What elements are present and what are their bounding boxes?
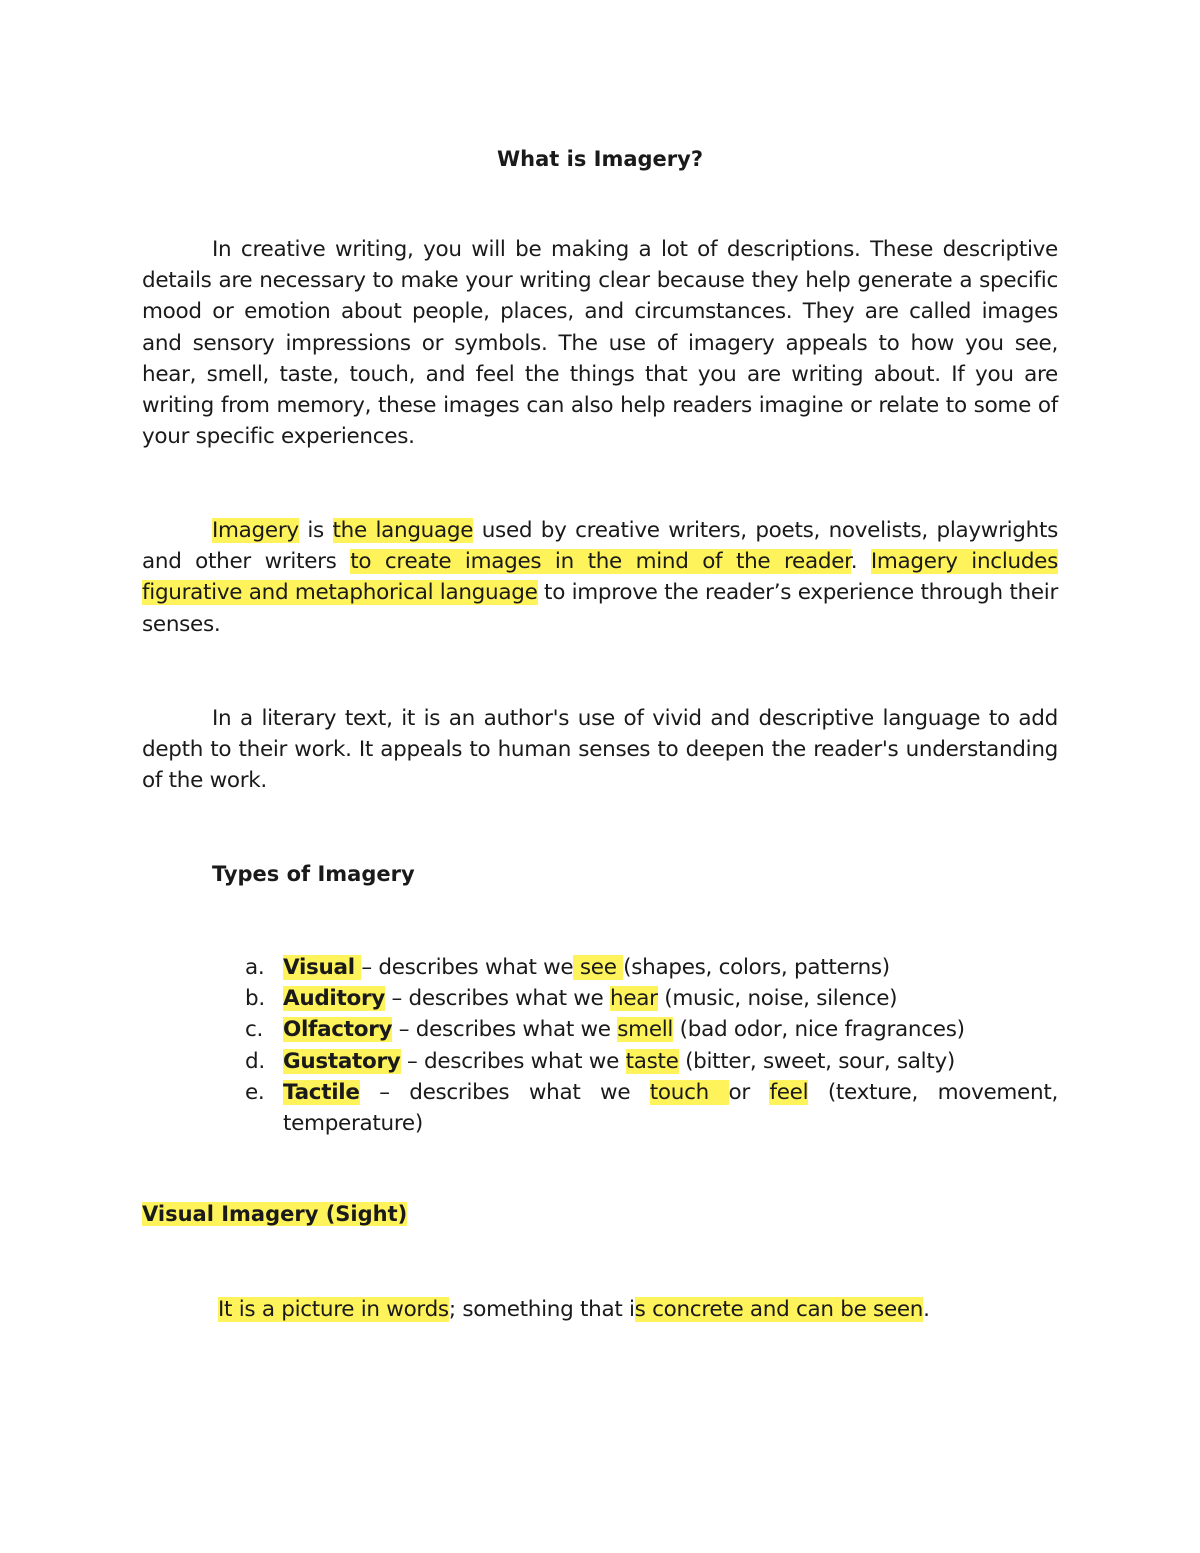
list-item	[212, 1014, 1058, 1045]
page-title: What is Imagery?	[496, 147, 703, 171]
type-examples: (music, noise, silence)	[657, 986, 898, 1012]
type-sense-highlight: smell	[617, 1017, 674, 1043]
literary-paragraph: In a literary text, it is an author's use of vivid and descriptive language to add depth to their work. It appeals to human senses to deepen the reader's understanding of the work.	[142, 706, 1058, 794]
type-examples: (bitter, sweet, sour, salty)	[678, 1048, 955, 1074]
highlight-create-images: to create images in the mind of the reader	[350, 549, 851, 575]
type-examples: (bad odor, nice fragrances)	[673, 1017, 965, 1043]
highlight-imagery: Imagery	[212, 518, 299, 543]
visual-imagery-heading-text: Visual Imagery (Sight)	[142, 1202, 408, 1226]
definition-text: is	[298, 518, 333, 543]
list-marker: c.	[245, 1017, 264, 1043]
type-description: – describes what we	[361, 955, 574, 980]
definition-text: to improve the reader’s experience through their senses.	[142, 580, 1058, 637]
type-name: Olfactory	[283, 1017, 393, 1043]
list-marker: e.	[245, 1079, 265, 1105]
list-marker: b.	[245, 986, 265, 1012]
definition-text: used by creative writers, poets, novelists, playwrights and other writers	[142, 518, 1058, 575]
list-item	[212, 952, 1058, 983]
type-sense-highlight: touch	[649, 1079, 729, 1105]
list-marker: d.	[245, 1048, 265, 1074]
type-name: Auditory	[283, 986, 385, 1012]
list-item	[212, 1077, 1058, 1139]
type-description: – describes what we	[400, 1048, 626, 1074]
visual-imagery-heading	[142, 1199, 407, 1229]
type-description: – describes what we	[384, 986, 611, 1012]
highlight-concrete: s concrete and can be seen	[634, 1297, 924, 1322]
type-sense-highlight: feel	[769, 1079, 809, 1105]
types-list	[212, 952, 1058, 1139]
type-examples: (shapes, colors, patterns)	[623, 955, 890, 980]
type-sense-highlight: hear	[610, 986, 658, 1012]
types-heading: Types of Imagery	[212, 862, 415, 886]
picture-in-words-line	[218, 1294, 930, 1325]
highlight-the-language: the language	[332, 518, 474, 543]
highlight-figurative-language: Imagery includes figurative and metaphorical language	[142, 549, 1059, 606]
type-name: Tactile	[283, 1079, 360, 1105]
type-name: Visual	[283, 955, 355, 980]
list-item	[212, 983, 1058, 1014]
definition-paragraph	[142, 515, 1058, 640]
type-sense-highlight: see	[573, 955, 624, 980]
picture-line-text: ; something that i	[448, 1297, 635, 1322]
list-marker: a.	[245, 955, 265, 980]
type-examples: (texture, movement, temperature)	[283, 1079, 1058, 1137]
picture-line-text: .	[923, 1297, 930, 1322]
type-sense-highlight: taste	[625, 1048, 679, 1074]
list-item	[212, 1046, 1058, 1077]
type-description: – describes what we	[392, 1017, 618, 1043]
intro-paragraph: In creative writing, you will be making a lot of descriptions. These descriptive details are necessary to make your writing clear because they help generate a specific mood or emotion about people, places, and circumstances. They are called images and sensory impressions or symbols. The use of imagery appeals to how you see, hear, smell, taste, touch, and feel the things that you are writing about. If you are writing from memory, these images can also help readers imagine or relate to some of your specific experiences.	[142, 237, 1058, 450]
definition-text: .	[850, 549, 871, 575]
highlight-picture-in-words: It is a picture in words	[218, 1297, 449, 1322]
type-description: or	[728, 1079, 770, 1105]
type-name: Gustatory	[283, 1048, 401, 1074]
type-description: – describes what we	[359, 1079, 650, 1105]
